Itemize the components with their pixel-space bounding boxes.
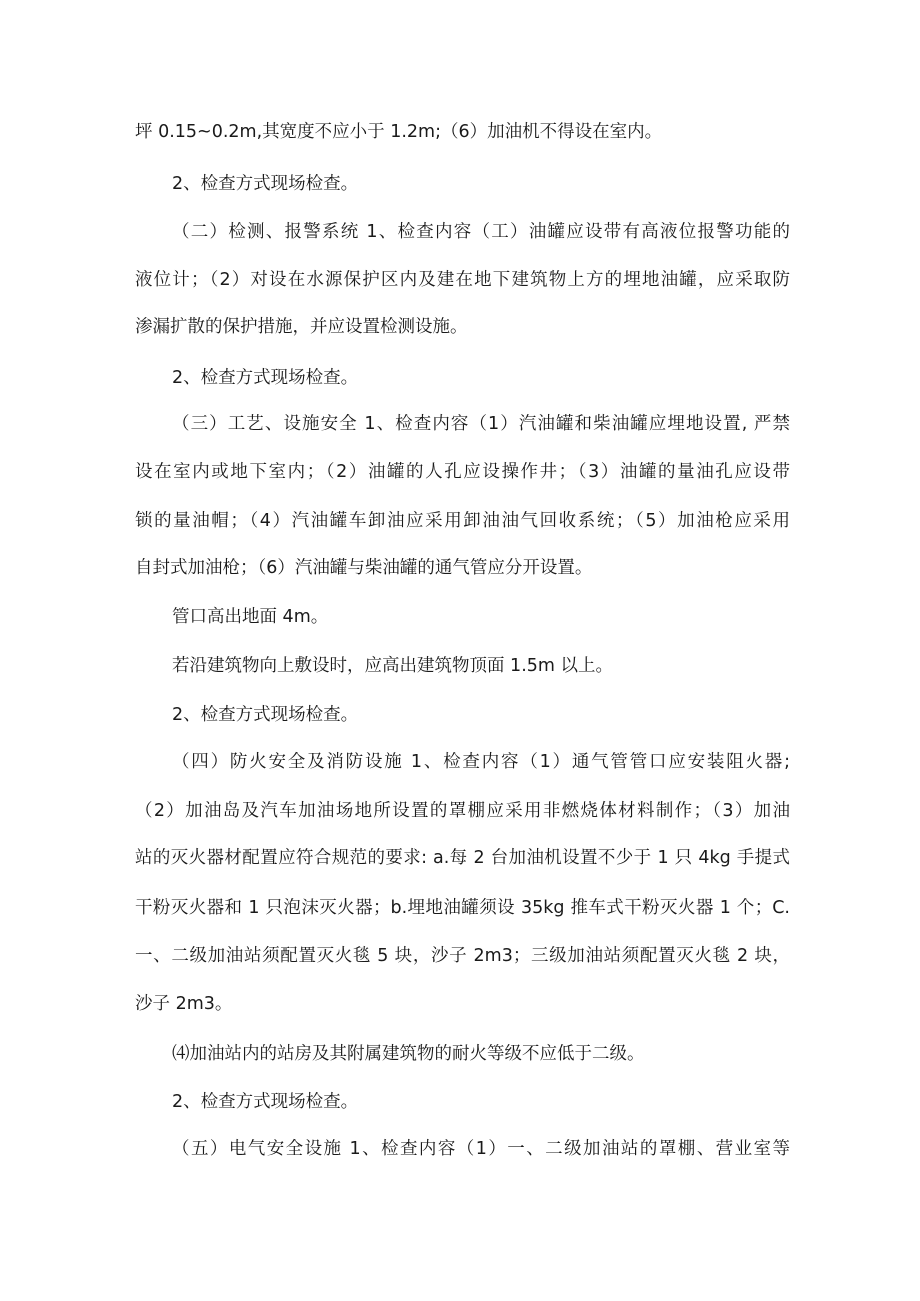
text-line: 一、二级加油站须配置灭火毯 5 块，沙子 2m3；三级加油站须配置灭火毯 2 块， [135,946,790,966]
text-line: 2、检查方式现场检查。 [172,174,359,194]
text-line: 若沿建筑物向上敷设时，应高出建筑物顶面 1.5m 以上。 [172,656,614,676]
text-line: 干粉灭火器和 1 只泡沫灭火器；b.埋地油罐须设 35kg 推车式干粉灭火器 1 个；C. [135,898,790,918]
text-line: 沙子 2m3。 [135,994,233,1014]
text-line: 自封式加油枪；（6）汽油罐与柴油罐的通气管应分开设置。 [135,558,593,578]
text-line: ⑷加油站内的站房及其附属建筑物的耐火等级不应低于二级。 [172,1044,645,1064]
text-line: 2、检查方式现场检查。 [172,705,359,725]
text-line: 液位计；（2）对设在水源保护区内及建在地下建筑物上方的埋地油罐，应采取防 [135,270,790,290]
text-line: （二）检测、报警系统 1、检查内容（工）油罐应设带有高液位报警功能的 [172,222,790,242]
text-line: 站的灭火器材配置应符合规范的要求: a.每 2 台加油机设置不少于 1 只 4kg 手提式 [135,848,790,868]
text-line: （四）防火安全及消防设施 1、检查内容（1）通气管管口应安装阻火器; [172,752,790,772]
text-line: （三）工艺、设施安全 1、检查内容（1）汽油罐和柴油罐应埋地设置, 严禁 [172,414,790,434]
text-line: 锁的量油帽；（4）汽油罐车卸油应采用卸油油气回收系统；（5）加油枪应采用 [135,511,790,531]
text-line: （五）电气安全设施 1、检查内容（1）一、二级加油站的罩棚、营业室等 [172,1139,790,1159]
text-line: 渗漏扩散的保护措施，并应设置检测设施。 [135,317,468,337]
text-line: 设在室内或地下室内；（2）油罐的人孔应设操作井；（3）油罐的量油孔应设带 [135,462,790,482]
text-line: 2、检查方式现场检查。 [172,368,359,388]
text-line: 2、检查方式现场检查。 [172,1092,359,1112]
text-line: 坪 0.15~0.2m,其宽度不应小于 1.2m;（6）加油机不得设在室内。 [135,122,663,142]
text-line: 管口高出地面 4m。 [172,607,329,627]
text-line: （2）加油岛及汽车加油场地所设置的罩棚应采用非燃烧体材料制作；（3）加油 [135,801,790,821]
